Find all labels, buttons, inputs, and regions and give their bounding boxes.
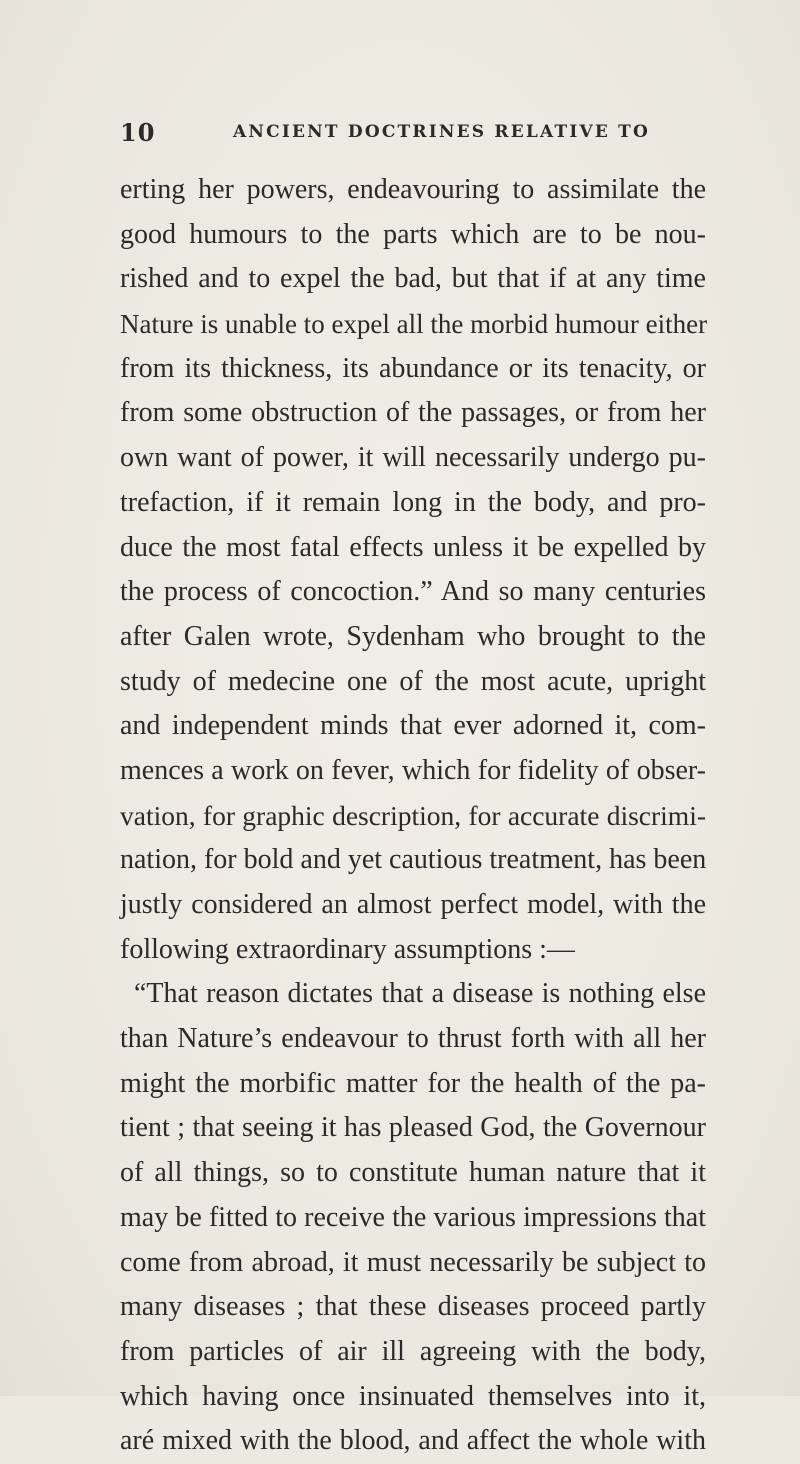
text-line: justly considered an almost perfect model, with the [120, 889, 706, 920]
text-line: from its thickness, its abundance or its tenacity, or [120, 352, 706, 384]
text-line: than Nature’s endeavour to thrust forth with all her [120, 1023, 706, 1055]
text-line: “That reason dictates that a disease is nothing else [134, 978, 706, 1010]
text-line: come from abroad, it must necessarily be subject to [120, 1246, 706, 1278]
page-number: 10 [120, 118, 156, 147]
text-line: the process of concoction.” And so many centuries [120, 576, 706, 608]
text-line: mences a work on fever, which for fidelity of obser- [120, 754, 706, 786]
text-line: following extraordinary assumptions :— [120, 933, 575, 965]
text-line: erting her powers, endeavouring to assimilate the [120, 174, 706, 205]
text-line: aré mixed with the blood, and affect the whole with [120, 1425, 706, 1457]
text-line: and independent minds that ever adorned it, com- [120, 710, 706, 742]
text-line: vation, for graphic description, for accurate discrimi- [120, 799, 706, 831]
text-line: good humours to the parts which are to be nou- [120, 218, 706, 250]
text-line: many diseases ; that these diseases proceed partly [120, 1291, 706, 1323]
text-line: rished and to expel the bad, but that if at any time [120, 263, 706, 295]
text-line: from particles of air ill agreeing with the body, [120, 1335, 706, 1367]
text-line: may be fitted to receive the various impressions that [120, 1201, 706, 1233]
page-header [120, 118, 720, 148]
text-line: might the morbific matter for the health of the pa- [120, 1067, 706, 1099]
text-line: Nature is unable to expel all the morbid humour either [120, 309, 708, 340]
text-line: nation, for bold and yet cautious treatment, has been [120, 844, 707, 876]
text-line: after Galen wrote, Sydenham who brought to the [120, 620, 706, 652]
text-line: trefaction, if it remain long in the body, and pro- [120, 486, 706, 518]
text-line: duce the most fatal effects unless it be expelled by [120, 531, 706, 563]
body-text [120, 168, 706, 1464]
running-head: ANCIENT DOCTRINES RELATIVE TO [233, 122, 651, 142]
text-line: of all things, so to constitute human nature that it [120, 1157, 706, 1189]
text-line: own want of power, it will necessarily undergo pu- [120, 442, 706, 474]
text-line: study of medecine one of the most acute, upright [120, 665, 706, 697]
text-line: tient ; that seeing it has pleased God, the Governour [120, 1112, 706, 1144]
text-line: which having once insinuated themselves into it, [120, 1380, 706, 1412]
text-line: from some obstruction of the passages, or from her [120, 397, 706, 429]
